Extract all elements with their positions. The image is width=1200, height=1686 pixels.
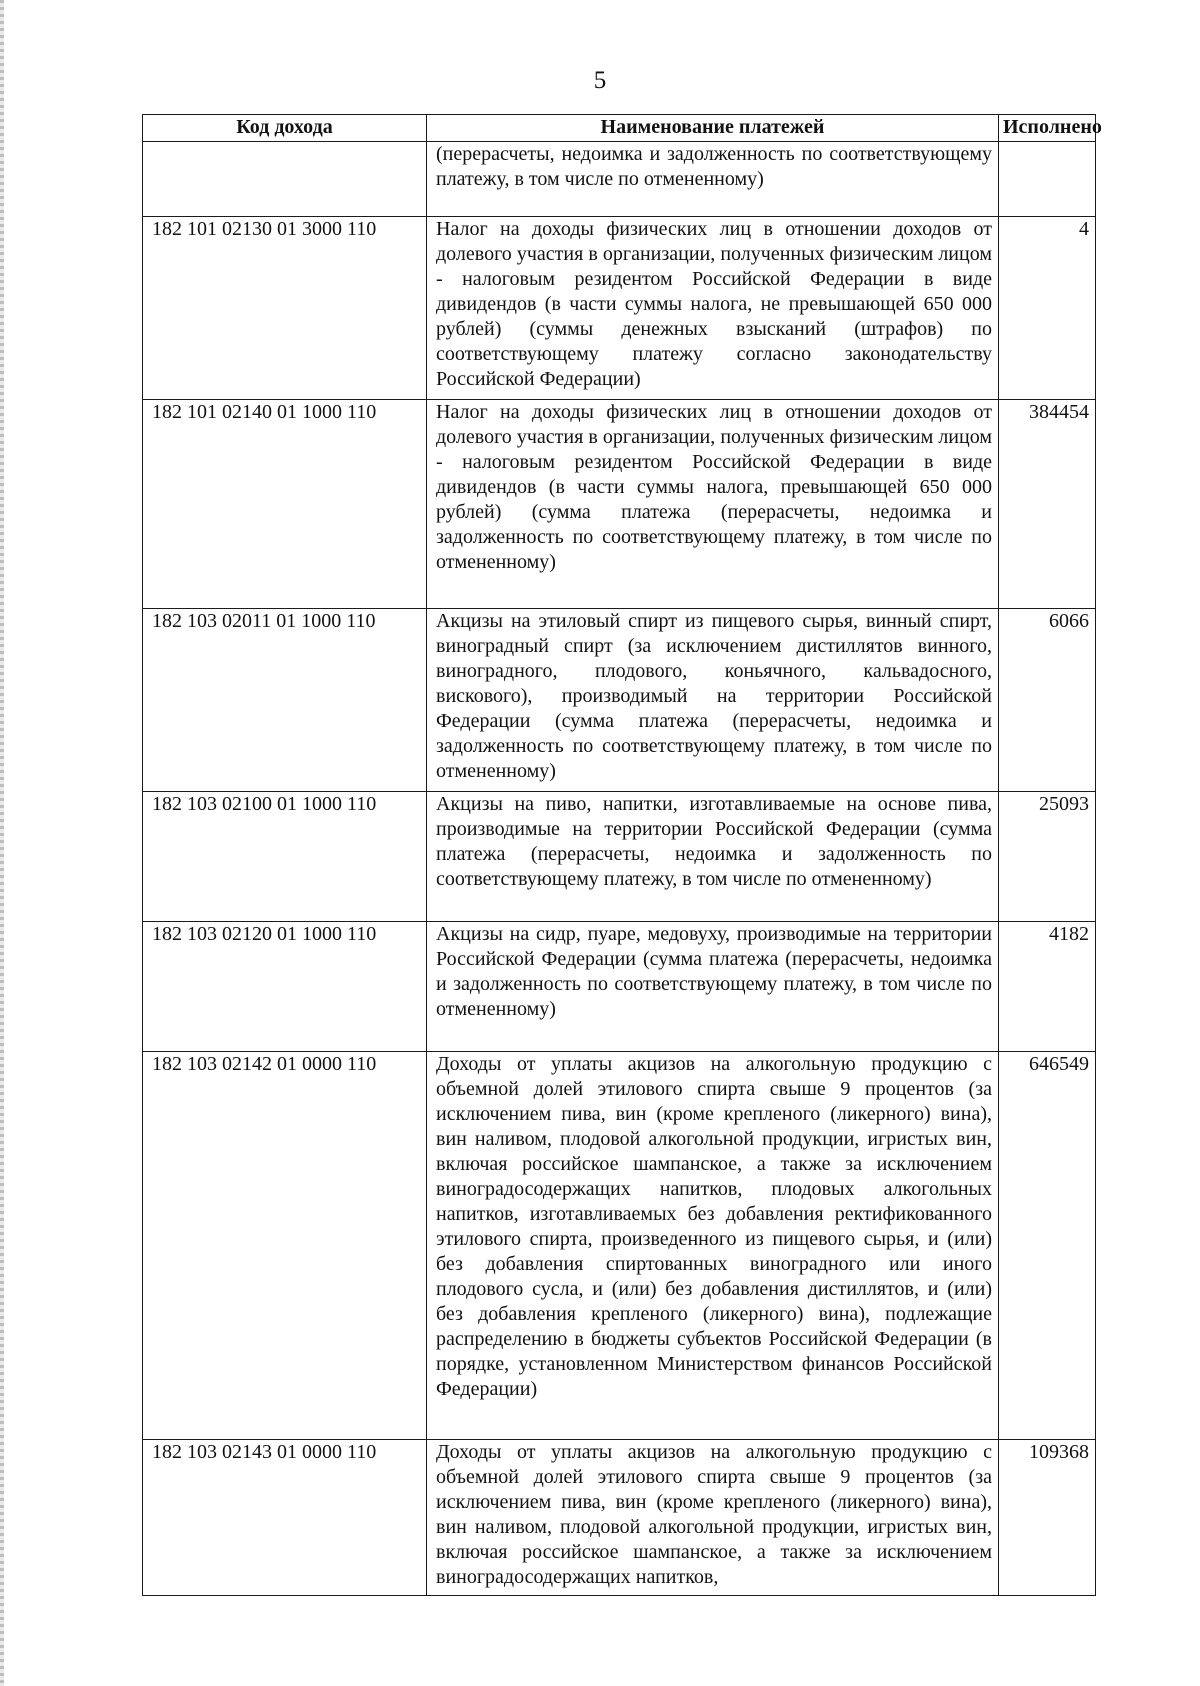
table-row [143, 1052, 1096, 1440]
row-executed: 109368 [999, 1440, 1096, 1596]
row-code: 182 103 02011 01 1000 110 [143, 609, 427, 792]
row-name: Акцизы на пиво, напитки, изготавливаемые на основе пива, производимые на территории Российской Федерации (сумма платежа (перерасчеты, недоимка и задолженность по соответствующему платежу, в том числе по отмененному) [427, 792, 999, 922]
table-row [143, 217, 1096, 400]
table-row [143, 922, 1096, 1052]
row-code: 182 101 02140 01 1000 110 [143, 400, 427, 609]
row-executed: 384454 [999, 400, 1096, 609]
row-code [143, 142, 427, 217]
scan-edge [0, 0, 4, 1686]
income-table [142, 114, 1102, 1596]
table-header-row [143, 115, 1096, 142]
row-name: Доходы от уплаты акцизов на алкогольную продукцию с объемной долей этилового спирта свыше 9 процентов (за исключением пива, вин (кроме крепленого (ликерного) вина), вин наливом, плодовой алкогольной продукции, игристых вин, включая российское шампанское, а также за исключением виноградосодержащих напитков, плодовых алкогольных напитков, изготавливаемых без добавления ректификованного этилового спирта, произведенного из пищевого сырья, и (или) без добавления спиртованных виноградного или иного плодового сусла, и (или) без добавления дистиллятов, и (или) без добавления крепленого (ликерного) вина), подлежащие распределению в бюджеты субъектов Российской Федерации (в порядке, установленном Министерством финансов Российской Федерации) [427, 1052, 999, 1440]
table-row [143, 609, 1096, 792]
table-row [143, 142, 1096, 217]
row-name: Налог на доходы физических лиц в отношении доходов от долевого участия в организации, полученных физическим лицом - налоговым резидентом Российской Федерации в виде дивидендов (в части суммы налога, превышающей 650 000 рублей) (сумма платежа (перерасчеты, недоимка и задолженность по соответствующему платежу, в том числе по отмененному) [427, 400, 999, 609]
table-row [143, 1440, 1096, 1596]
row-name: Акцизы на сидр, пуаре, медовуху, производимые на территории Российской Федерации (сумма платежа (перерасчеты, недоимка и задолженность по соответствующему платежу, в том числе по отмененному) [427, 922, 999, 1052]
row-code: 182 101 02130 01 3000 110 [143, 217, 427, 400]
row-executed [999, 142, 1096, 217]
row-name: Акцизы на этиловый спирт из пищевого сырья, винный спирт, виноградный спирт (за исключением дистиллятов винного, виноградного, плодового, коньячного, кальвадосного, вискового), производимый на территории Российской Федерации (сумма платежа (перерасчеты, недоимка и задолженность по соответствующему платежу, в том числе по отмененному) [427, 609, 999, 792]
row-executed: 25093 [999, 792, 1096, 922]
row-executed: 4 [999, 217, 1096, 400]
row-executed: 646549 [999, 1052, 1096, 1440]
row-code: 182 103 02143 01 0000 110 [143, 1440, 427, 1596]
row-name: Налог на доходы физических лиц в отношении доходов от долевого участия в организации, полученных физическим лицом - налоговым резидентом Российской Федерации в виде дивидендов (в части суммы налога, не превышающей 650 000 рублей) (суммы денежных взысканий (штрафов) по соответствующему платежу согласно законодательству Российской Федерации) [427, 217, 999, 400]
row-code: 182 103 02142 01 0000 110 [143, 1052, 427, 1440]
row-executed: 4182 [999, 922, 1096, 1052]
row-name: Доходы от уплаты акцизов на алкогольную продукцию с объемной долей этилового спирта свыше 9 процентов (за исключением пива, вин (кроме крепленого (ликерного) вина), вин наливом, плодовой алкогольной продукции, игристых вин, включая российское шампанское, а также за исключением виноградосодержащих напитков, [427, 1440, 999, 1596]
table-row [143, 400, 1096, 609]
row-code: 182 103 02100 01 1000 110 [143, 792, 427, 922]
row-executed: 6066 [999, 609, 1096, 792]
row-code: 182 103 02120 01 1000 110 [143, 922, 427, 1052]
header-code: Код дохода [143, 115, 427, 142]
header-name: Наименование платежей [427, 115, 999, 142]
page-number: 5 [593, 67, 607, 94]
header-executed: Исполнено [999, 115, 1096, 142]
table-row [143, 792, 1096, 922]
row-name: (перерасчеты, недоимка и задолженность по соответствующему платежу, в том числе по отмененному) [427, 142, 999, 217]
